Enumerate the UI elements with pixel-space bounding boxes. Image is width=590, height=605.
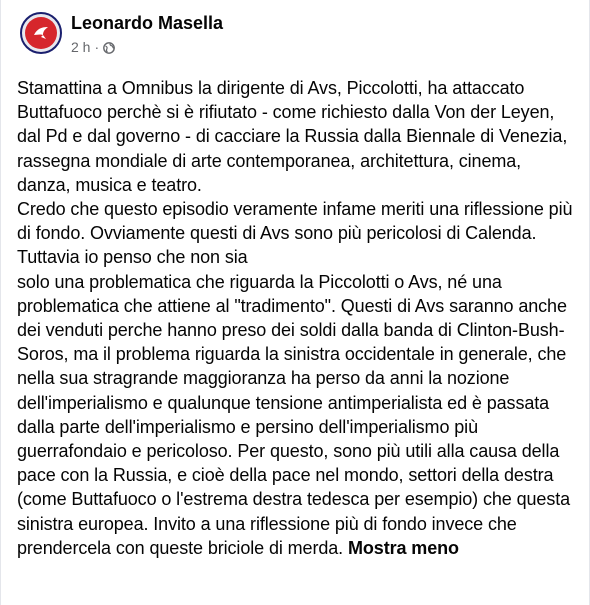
globe-icon [103, 41, 115, 53]
author-name[interactable]: Leonardo Masella [71, 13, 224, 33]
show-less-link[interactable]: Mostra meno [348, 537, 459, 558]
avatar[interactable] [20, 12, 62, 54]
post-timestamp[interactable]: 2 h [71, 39, 91, 55]
post-text [17, 76, 577, 560]
avatar-logo-icon [25, 17, 57, 49]
meta-separator: · [94, 39, 100, 55]
post-body: Stamattina a Omnibus la dirigente di Avs, Piccolotti, ha attaccato Buttafuoco perchè si è rifiutato - come richiesto dalla Von der Leyen, dal Pd e dal governo - di cacciare la Russia dalla Biennale di Venezia, rassegna mondiale di arte contemporanea, architettura, cinema, danza, musica e teatro. Credo che questo episodio veramente infame meriti una riflessione più di fondo. Ovviamente questi di Avs sono più pericolosi di Calenda. Tuttavia io penso che non sia solo una problematica che riguarda la Piccolotti o Avs, né una problematica che attiene al "tradimento". Questi di Avs saranno anche dei venduti perche hanno preso dei soldi dalla banda di Clinton-Bush-Soros, ma il problema riguarda la sinistra occidentale in generale, che nella sua stragrande maggioranza ha perso da anni la nozione dell'imperialismo e qualunque tensione antimperialista ed è passata dalla parte dell'imperialismo e persino dell'imperialismo più guerrafondaio e pericoloso. Per questo, sono più utili alla causa della pace con la Russia, e cioè della pace nel mondo, settori della destra (come Buttafuoco o l'estrema destra tedesca per esempio) che questa sinistra europea. Invito a una riflessione più di fondo invece che prendercela con queste briciole di merda. [17, 78, 573, 558]
post-meta [71, 39, 115, 55]
